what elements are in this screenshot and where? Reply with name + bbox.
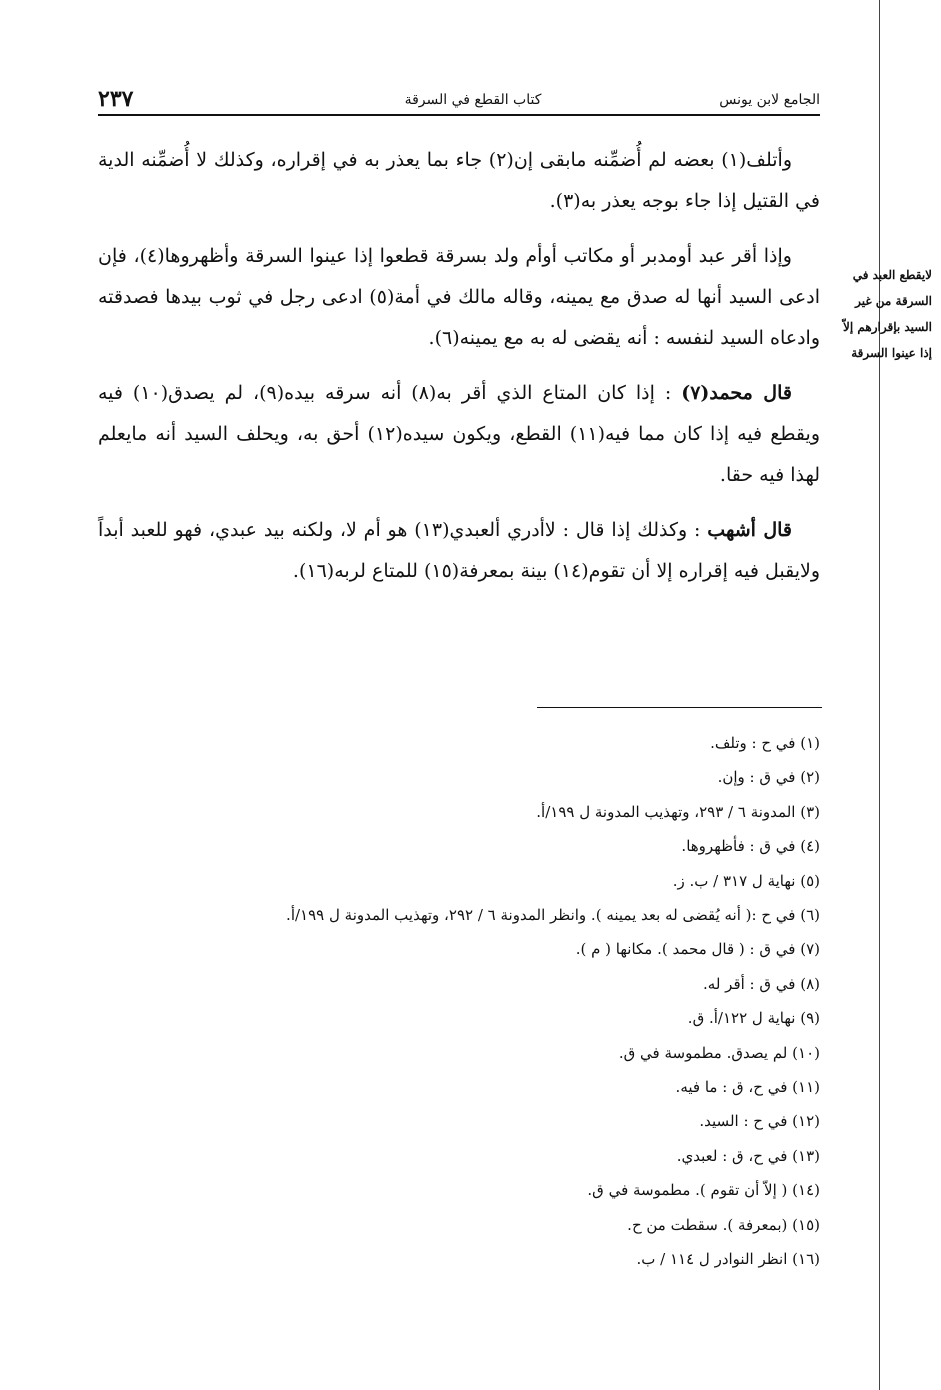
footnote: (١) في ح : وتلف. [710, 734, 820, 752]
header-book-title: الجامع لابن يونس [719, 92, 820, 108]
header-chapter-title: كتاب القطع في السرقة [404, 92, 542, 108]
margin-note-line: لايقطع العبد في [852, 268, 932, 282]
header-rule [98, 114, 820, 116]
paragraph [98, 373, 820, 496]
paragraph-text: : إذا كان المتاع الذي أقر به(٨) أنه سرقه بيده(٩)، لم يصدق(١٠) فيه ويقطع فيه إذا كان مما فيه(١١) القطع، ويكون سيده(١٢) أحق به، ويحلف السيد أنه مايعلم لهذا فيه حقا. [98, 382, 820, 486]
paragraph [98, 236, 820, 359]
margin-rule [879, 0, 880, 1390]
footnote: (٢) في ق : وإن. [717, 768, 820, 787]
footnotes [98, 726, 820, 1277]
margin-note-line: السيد بإقرارهم إلاّ [843, 320, 932, 334]
main-text [98, 140, 820, 606]
footnote: (٦) في ح :( أنه يُقضى له بعد يمينه ). وانظر المدونة ٦ / ٢٩٢، وتهذيب المدونة ل ١٩٩/أ. [286, 906, 820, 925]
paragraph [98, 510, 820, 592]
paragraph [98, 140, 820, 222]
paragraph-lead: قال أشهب [707, 519, 792, 541]
footnote: (٥) نهاية ل ٣١٧ / ب. ز. [672, 871, 820, 890]
footnote: (١٦) انظر النوادر ل ١١٤ / ب. [636, 1250, 820, 1269]
footnote: (٣) المدونة ٦ / ٢٩٣، وتهذيب المدونة ل ١٩٩/أ. [536, 802, 820, 821]
margin-note-line: السرقة من غير [855, 294, 932, 308]
paragraph-text: : وكذلك إذا قال : لاأدري ألعبدي(١٣) هو أم لا، ولكنه بيد عبدي، فهو للعبد أبداً ولايقبل فيه إقراره إلا أن تقوم(١٤) بينة بمعرفة(١٥) للمتاع لربه(١٦). [98, 519, 820, 582]
footnote: (٩) نهاية ل ١٢٢/أ. ق. [687, 1009, 820, 1028]
footnote: (٨) في ق : أقر له. [703, 974, 820, 993]
paragraph-text: وأتلف(١) بعضه لم أُضمِّنه مابقى إن(٢) جاء بما يعذر به في إقراره، وكذلك لا أُضمِّنه الدية في القتيل إذا جاء بوجه يعذر به(٣). [98, 149, 820, 212]
footnote: (١٠) لم يصدق. مطموسة في ق. [618, 1043, 820, 1062]
footnote: (١٤) ( إلاّ أن تقوم ). مطموسة في ق. [587, 1181, 820, 1200]
margin-note [828, 262, 932, 366]
paragraph-lead: قال محمد(٧) [681, 382, 792, 404]
footnote: (١٢) في ح : السيد. [699, 1112, 820, 1131]
running-header [98, 86, 820, 114]
footnote: (٤) في ق : فأظهروها. [681, 837, 820, 856]
footnote: (٧) في ق : ( قال محمد ). مكانها ( م ). [575, 940, 820, 959]
margin-note-line: إذا عينوا السرقة [851, 346, 932, 360]
paragraph-text: وإذا أقر عبد أومدبر أو مكاتب أوأم ولد بسرقة قطعوا إذا عينوا السرقة وأظهروها(٤)، فإن ادعى السيد أنها له صدق مع يمينه، وقاله مالك في أمة(٥) ادعى رجل في ثوب بيدها فصدقته وادعاه السيد لنفسه : أنه يقضى له به مع يمينه(٦). [98, 245, 820, 349]
footnote: (١١) في ح، ق : ما فيه. [675, 1078, 820, 1097]
page-number: ٢٣٧ [98, 86, 134, 112]
footnote: (١٥) (بمعرفة ). سقطت من ح. [627, 1215, 820, 1234]
footnote-separator [537, 707, 822, 708]
footnote: (١٣) في ح، ق : لعبدي. [676, 1146, 820, 1165]
